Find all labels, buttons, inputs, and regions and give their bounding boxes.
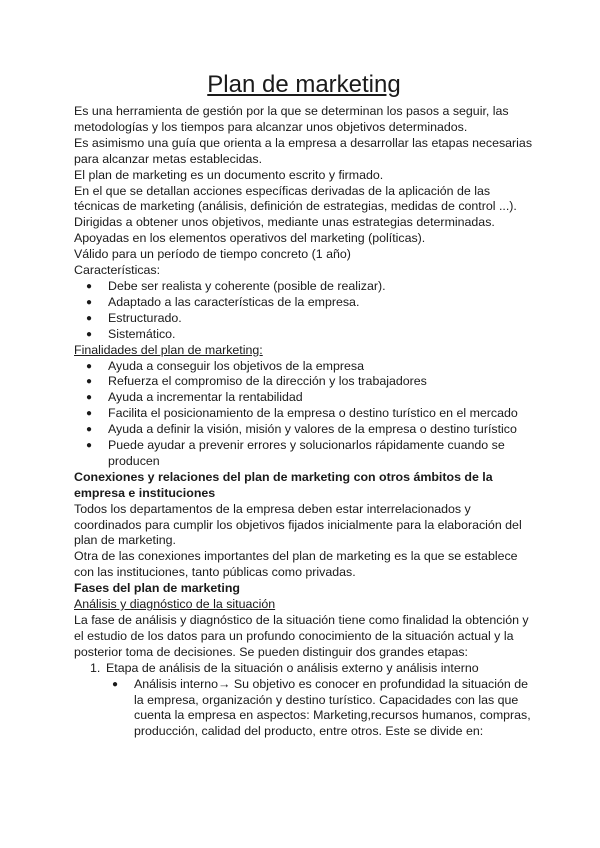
conexiones-heading: Conexiones y relaciones del plan de marketing con otros ámbitos de la empresa e instituciones [74, 469, 493, 500]
document-page [74, 70, 534, 740]
list-item: ● Análisis interno→ Su objetivo es conocer en profundidad la situación de la empresa, organización y destino turístico. Capacidades con las que cuenta la empresa en aspectos: Marketing,recursos humanos, compras, producción, calidad del producto, entre otros. Este se divide en: [134, 677, 534, 741]
list-item: ● Adaptado a las características de la empresa. [108, 295, 534, 311]
intro-paragraph: Es una herramienta de gestión por la que se determinan los pasos a seguir, las metodologías y los tiempos para alcanzar unos objetivos determinados. [74, 104, 509, 134]
page-title: Plan de marketing [207, 71, 401, 98]
list-item [90, 660, 534, 677]
intro-paragraph: Apoyadas en los elementos operativos del marketing (políticas). [74, 231, 426, 246]
list-item: ● Ayuda a conseguir los objetivos de la empresa [108, 359, 534, 375]
intro-paragraph: Es asimismo una guía que orienta a la empresa a desarrollar las etapas necesarias para alcanzar metas establecidas. [74, 135, 533, 166]
intro-paragraph: En el que se detallan acciones específicas derivadas de la aplicación de las técnicas de marketing (análisis, definición de estrategias, medidas de control ...). [74, 183, 517, 214]
conexiones-paragraph: Otra de las conexiones importantes del plan de marketing es la que se establece con las instituciones, tanto públicas como privadas. [74, 549, 518, 580]
finalidades-list [74, 359, 534, 470]
list-item: ● Debe ser realista y coherente (posible de realizar). [108, 279, 534, 295]
list-item: ● Puede ayudar a prevenir errores y solucionarlos rápidamente cuando se producen [108, 438, 534, 470]
intro-paragraph: El plan de marketing es un documento escrito y firmado. [74, 167, 384, 182]
fases-subheading: Análisis y diagnóstico de la situación [74, 597, 276, 612]
caracteristicas-heading: Características: [74, 263, 161, 278]
list-item: ● Estructurado. [108, 311, 534, 327]
list-item: ● Ayuda a definir la visión, misión y valores de la empresa o destino turístico [108, 422, 534, 438]
step-number: 1. [90, 660, 101, 675]
list-item: ● Facilita el posicionamiento de la empresa o destino turístico en el mercado [108, 406, 534, 422]
intro-paragraph: Dirigidas a obtener unos objetivos, mediante unas estrategias determinadas. [74, 215, 495, 230]
finalidades-heading: Finalidades del plan de marketing: [74, 342, 263, 357]
list-item: ● Refuerza el compromiso de la dirección y los trabajadores [108, 374, 534, 390]
fases-heading: Fases del plan de marketing [74, 581, 240, 596]
list-item: ● Sistemático. [108, 327, 534, 343]
step-sub-list [74, 677, 534, 741]
list-item: ● Ayuda a incrementar la rentabilidad [108, 390, 534, 406]
conexiones-paragraph: Todos los departamentos de la empresa deben estar interrelacionados y coordinados para cumplir los objetivos fijados inicialmente para la elaboración del plan de marketing. [74, 501, 522, 548]
step-text: Etapa de análisis de la situación o análisis externo y análisis interno [106, 660, 479, 675]
fases-paragraph: La fase de análisis y diagnóstico de la situación tiene como finalidad la obtención y el estudio de los datos para un profundo conocimiento de la situación actual y la posterior toma de decisiones. Se pueden distinguir dos grandes etapas: [74, 613, 529, 659]
fases-steps-list [74, 661, 534, 677]
caracteristicas-list [74, 279, 534, 343]
intro-paragraph: Válido para un período de tiempo concreto (1 año) [74, 247, 351, 262]
